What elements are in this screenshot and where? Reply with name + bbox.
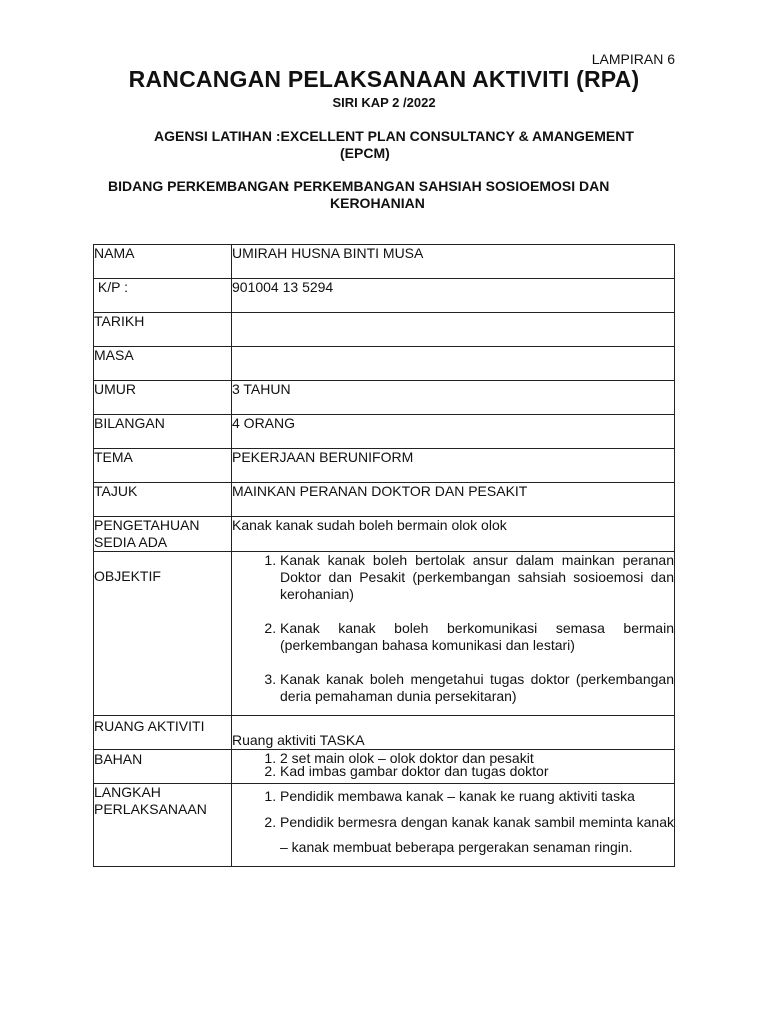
row-label: TAJUK xyxy=(94,483,232,517)
materials-list xyxy=(232,752,674,778)
development-field-value-2: KEROHANIAN xyxy=(330,195,425,211)
row-value: Kanak kanak sudah boleh bermain olok olok xyxy=(232,517,675,552)
development-field-label: BIDANG PERKEMBANGAN xyxy=(108,178,289,194)
row-label: TEMA xyxy=(94,449,232,483)
row-label: RUANG AKTIVITI xyxy=(94,716,232,750)
row-label: MASA xyxy=(94,347,232,381)
list-item: 1. Kanak kanak boleh bertolak ansur dalam mainkan peranan Doktor dan Pesakit (perkembangan sahsiah sosioemosi dan kerohanian) xyxy=(280,552,674,603)
table-row-tarikh xyxy=(94,313,675,347)
row-label: TARIKH xyxy=(94,313,232,347)
page-title: RANCANGAN PELAKSANAAN AKTIVITI (RPA) xyxy=(128,66,640,92)
row-label: UMUR xyxy=(94,381,232,415)
appendix-label: LAMPIRAN 6 xyxy=(591,51,675,67)
list-item: 2. Pendidik bermesra dengan kanak kanak sambil meminta kanak – kanak membuat beberapa pergerakan senaman ringin. xyxy=(280,810,674,860)
agency-line-2: (EPCM) xyxy=(340,145,390,161)
series-label: SIRI KAP 2 /2022 xyxy=(332,95,436,110)
row-value: UMIRAH HUSNA BINTI MUSA xyxy=(232,245,675,279)
rpa-table xyxy=(93,244,675,867)
row-value xyxy=(232,750,675,784)
table-row-langkah xyxy=(94,784,675,867)
table-row-tema xyxy=(94,449,675,483)
row-label: BAHAN xyxy=(94,750,232,784)
list-item: 1. 2 set main olok – olok doktor dan pesakit xyxy=(280,752,674,765)
row-label-line: LANGKAH xyxy=(94,784,161,800)
table-row-nama xyxy=(94,245,675,279)
list-item: 3. Kanak kanak boleh mengetahui tugas doktor (perkembangan deria pemahaman dunia persekitaran) xyxy=(280,671,674,705)
row-value: PEKERJAAN BERUNIFORM xyxy=(232,449,675,483)
row-label-line: SEDIA ADA xyxy=(94,534,168,550)
row-label xyxy=(94,784,232,867)
row-label-line: PERLAKSANAAN xyxy=(94,801,207,817)
row-label xyxy=(94,517,232,552)
table-row-pengetahuan xyxy=(94,517,675,552)
development-field-value-1: : PERKEMBANGAN SAHSIAH SOSIOEMOSI DAN xyxy=(285,178,610,194)
list-item: 2. Kad imbas gambar doktor dan tugas doktor xyxy=(280,765,674,778)
table-row-masa xyxy=(94,347,675,381)
row-value xyxy=(232,347,675,381)
row-value xyxy=(232,784,675,867)
table-row-bilangan xyxy=(94,415,675,449)
table-row-umur xyxy=(94,381,675,415)
list-item: 2. Kanak kanak boleh berkomunikasi semasa bermain (perkembangan bahasa komunikasi dan lestari) xyxy=(280,620,674,654)
table-row-tajuk xyxy=(94,483,675,517)
objective-list xyxy=(232,552,674,705)
row-value xyxy=(232,552,675,716)
table-row-bahan xyxy=(94,750,675,784)
list-item: 1. Pendidik membawa kanak – kanak ke ruang aktiviti taska xyxy=(280,784,674,809)
steps-list xyxy=(232,784,674,860)
row-value xyxy=(232,313,675,347)
table-row-objektif xyxy=(94,552,675,716)
row-label: K/P : xyxy=(94,279,232,313)
row-label: OBJEKTIF xyxy=(94,552,232,716)
table-row-ruang xyxy=(94,716,675,750)
row-value: Ruang aktiviti TASKA xyxy=(232,716,675,750)
row-value: 3 TAHUN xyxy=(232,381,675,415)
row-value: MAINKAN PERANAN DOKTOR DAN PESAKIT xyxy=(232,483,675,517)
row-label: BILANGAN xyxy=(94,415,232,449)
row-label: NAMA xyxy=(94,245,232,279)
agency-line-1: AGENSI LATIHAN :EXCELLENT PLAN CONSULTANCY & AMANGEMENT xyxy=(154,128,634,144)
table-row-kp xyxy=(94,279,675,313)
row-label-line: PENGETAHUAN xyxy=(94,517,200,533)
row-value: 901004 13 5294 xyxy=(232,279,675,313)
row-value: 4 ORANG xyxy=(232,415,675,449)
